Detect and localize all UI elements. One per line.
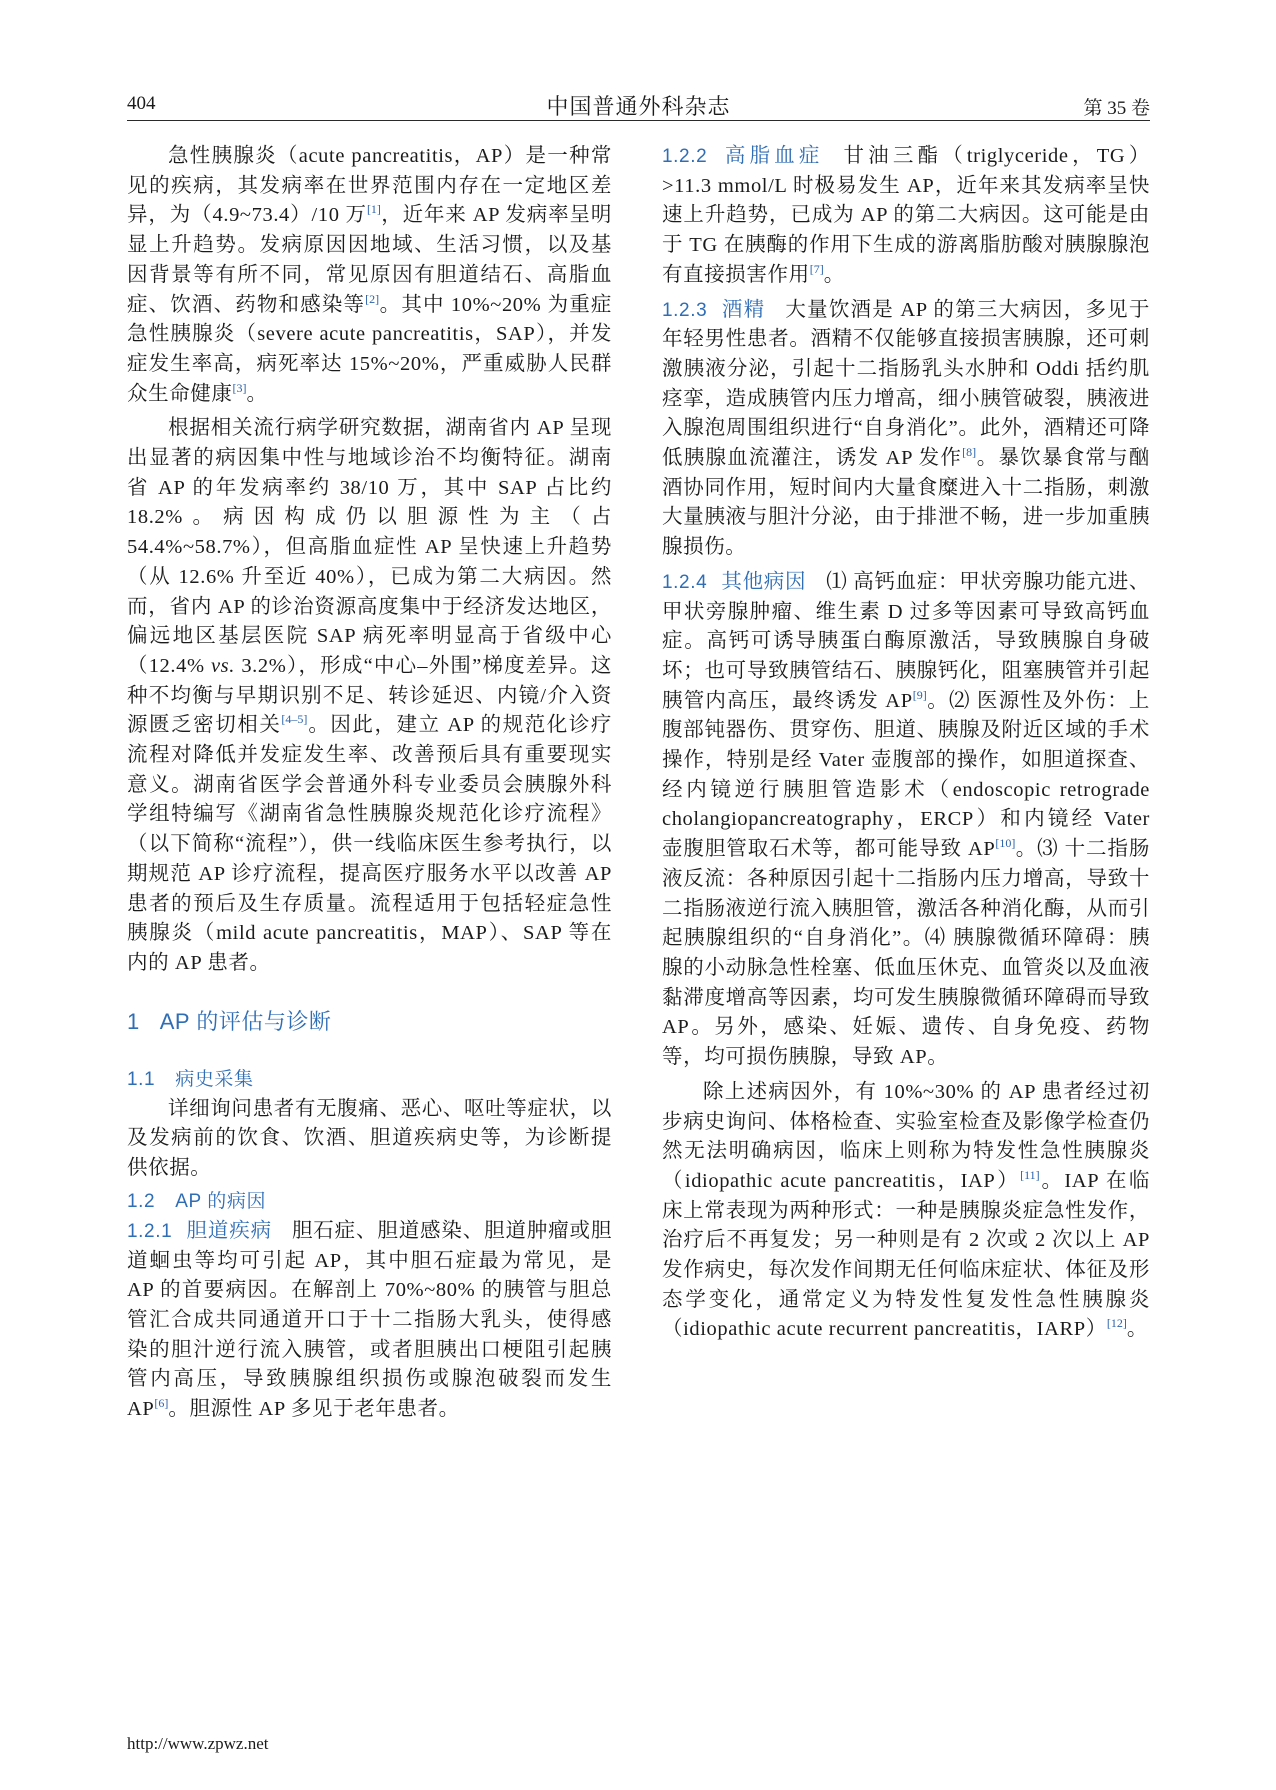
subsubsection-title: 其他病因 bbox=[721, 570, 807, 593]
citation-9: [9] bbox=[912, 687, 927, 702]
subsubsection-title: 胆道疾病 bbox=[186, 1219, 272, 1242]
paragraph-text: 除上述病因外，有 10%~30% 的 AP 患者经过初步病史询问、体格检查、实验室检查及影像学检查仍然无法明确病因，临床上则称为特发性急性胰腺炎（idiopathic acute pancreatitis，IAP） bbox=[662, 1080, 1150, 1192]
paragraph-text: 根据相关流行病学研究数据，湖南省内 AP 呈现出显著的病因集中性与地域诊治不均衡特征。湖南省 AP 的年发病率约 38/10 万，其中 SAP 占比约 18.2%。病因构成仍以胆源性为主（占 54.4%~58.7%），但高脂血症性 AP 呈快速上升趋势（从 12.6% 升至近 40%），已成为第二大病因。然而，省内 AP 的诊治资源高度集中于经济发达地区，偏远地区基层医院 SAP 病死率明显高于省级中心（12.4% bbox=[127, 417, 612, 677]
journal-title: 中国普通外科杂志 bbox=[546, 94, 731, 119]
subsubsection-number: 1.2.3 bbox=[662, 299, 708, 321]
paragraph-text: 。胆源性 AP 多见于老年患者。 bbox=[168, 1398, 460, 1421]
biliary-disease-paragraph bbox=[127, 1217, 612, 1425]
history-paragraph: 详细询问患者有无腹痛、恶心、呕吐等症状，以及发病前的饮食、饮酒、胆道疾病史等，为诊断提供依据。 bbox=[127, 1097, 612, 1180]
citation-12: [12] bbox=[1106, 1316, 1127, 1331]
paragraph-text: 大量饮酒是 AP 的第三大病因，多见于年轻男性患者。酒精不仅能够直接损害胰腺，还可刺激胰液分泌，引起十二指肠乳头水肿和 Oddi 括约肌痉挛，造成胰管内压力增高，细小胰管破裂，胰液进入腺泡周围组织进行“自身消化”。此外，酒精还可降低胰腺血流灌注，诱发 AP 发作 bbox=[662, 298, 1151, 470]
section-number: 1 bbox=[127, 1008, 140, 1034]
citation-2: [2] bbox=[365, 291, 380, 306]
paragraph-text: 。其中 10%~20% 为重症急性胰腺炎（severe acute pancreatitis，SAP），并发症发生率高，病死率达 15%~20%，严重威胁人民群众生命健康 bbox=[127, 293, 612, 405]
intro-paragraph-1 bbox=[127, 142, 612, 409]
citation-11: [11] bbox=[1020, 1168, 1040, 1183]
intro-paragraph-2 bbox=[127, 414, 612, 978]
paragraph-text: 。IAP 在临床上常表现为两种形式：一种是胰腺炎症急性发作，治疗后不再复发；另一种则是有 2 次或 2 次以上 AP 发作病史，每次发作间期无任何临床症状、体征及形态学变化，通常定义为特发性复发性急性胰腺炎（idiopathic acute recurrent pancreatitis，IARP） bbox=[662, 1169, 1150, 1341]
paragraph-text: 。因此，建立 AP 的规范化诊疗流程对降低并发症发生率、改善预后具有重要现实意义。湖南省医学会普通外科专业委员会胰腺外科学组特编写《湖南省急性胰腺炎规范化诊疗流程》（以下简称“流程”），供一线临床医生参考执行，以期规范 AP 诊疗流程，提高医疗服务水平以改善 AP 患者的预后及生存质量。流程适用于包括轻症急性胰腺炎（mild acute pancreatitis，MAP）、SAP 等在内的 AP 患者。 bbox=[127, 714, 613, 974]
right-column bbox=[662, 142, 1150, 1345]
paragraph-text: 胆石症、胆道感染、胆道肿瘤或胆道蛔虫等均可引起 AP，其中胆石症最为常见，是 AP 的首要病因。在解剖上 70%~80% 的胰管与胆总管汇合成共同通道开口于十二指肠大乳头，使得感染的胆汁逆行流入胰管，或者胆胰出口梗阻引起胰管内高压，导致胰腺组织损伤或腺泡破裂而发生 AP bbox=[127, 1219, 612, 1421]
paragraph-text: ⑴ 高钙血症：甲状旁腺功能亢进、甲状旁腺肿瘤、维生素 D 过多等因素可导致高钙血症。高钙可诱导胰蛋白酶原激活，导致胰腺自身破坏；也可导致胰管结石、胰腺钙化，阻塞胰管并引起胰管内高压，最终诱发 AP bbox=[662, 570, 1150, 712]
subsection-heading-1-1 bbox=[127, 1065, 612, 1095]
paragraph-text: 。 bbox=[246, 382, 268, 405]
subsection-title: AP 的病因 bbox=[175, 1190, 267, 1212]
left-column bbox=[127, 142, 612, 1425]
page-number: 404 bbox=[127, 93, 156, 114]
other-causes-paragraph bbox=[662, 568, 1150, 1073]
section-heading-1 bbox=[127, 1007, 612, 1037]
subsubsection-title: 酒精 bbox=[721, 298, 766, 321]
subsubsection-title: 高脂血症 bbox=[721, 145, 824, 167]
paragraph-text: 。 bbox=[1126, 1318, 1148, 1341]
running-header bbox=[127, 90, 1150, 121]
paragraph-text: 。⑶ 十二指肠液反流：各种原因引起十二指肠内压力增高，导致十二指肠液逆行流入胰胆管，激活各种消化酶，从而引起胰腺组织的“自身消化”。⑷ 胰腺微循环障碍：胰腺的小动脉急性栓塞、低血压休克、血管炎以及血液黏滞度增高等因素，均可发生胰腺微循环障碍而导致 AP。另外，感染、妊娠、遗传、自身免疫、药物等，均可损伤胰腺，导致 AP。 bbox=[662, 838, 1151, 1069]
subsection-number: 1.2 bbox=[127, 1190, 156, 1212]
citation-10: [10] bbox=[995, 836, 1016, 851]
subsection-heading-1-2 bbox=[127, 1187, 612, 1217]
paragraph-text: 。暴饮暴食常与酗酒协同作用，短时间内大量食糜进入十二指肠，刺激大量胰液与胆汁分泌，由于排泄不畅，进一步加重胰腺损伤。 bbox=[662, 447, 1150, 559]
citation-7: [7] bbox=[809, 261, 824, 276]
citation-3: [3] bbox=[232, 380, 247, 395]
subsubsection-number: 1.2.1 bbox=[127, 1220, 173, 1242]
citation-8: [8] bbox=[962, 445, 977, 460]
alcohol-paragraph bbox=[662, 296, 1150, 563]
subsubsection-number: 1.2.2 bbox=[662, 146, 708, 167]
subsubsection-number: 1.2.4 bbox=[662, 571, 708, 593]
volume-label: 第 35 卷 bbox=[1083, 98, 1150, 119]
paragraph-text: 甘油三酯（triglyceride，TG）>11.3 mmol/L 时极易发生 AP，近年来其发病率呈快速上升趋势，已成为 AP 的第二大病因。这可能是由于 TG 在胰酶的作用下生成的游离脂肪酸对胰腺腺泡有直接损害作用 bbox=[662, 145, 1150, 286]
citation-1: [1] bbox=[366, 202, 381, 217]
citation-4-5: [4–5] bbox=[281, 712, 308, 727]
paragraph-text: ，近年来 AP 发病率呈明显上升趋势。发病原因因地域、生活习惯，以及基因背景等有所不同，常见原因有胆道结石、高脂血症、饮酒、药物和感染等 bbox=[127, 204, 612, 316]
paragraph-text: 。 bbox=[823, 263, 845, 286]
paragraph-text: 急性胰腺炎（acute pancreatitis，AP）是一种常见的疾病，其发病率在世界范围内存在一定地区差异，为（4.9~73.4）/10 万 bbox=[127, 145, 612, 227]
hyperlipidemia-paragraph bbox=[662, 142, 1150, 291]
citation-6: [6] bbox=[154, 1396, 169, 1411]
versus-abbrev: vs. bbox=[210, 654, 235, 677]
paragraph-text: 。⑵ 医源性及外伤：上腹部钝器伤、贯穿伤、胆道、胰腺及附近区域的手术操作，特别是经 Vater 壶腹部的操作，如胆道探查、经内镜逆行胰胆管造影术（endoscopic retrograde cholangiopancreatography，ERCP）和内镜经 Vater 壶腹胆管取石术等，都可能导致 AP bbox=[662, 689, 1150, 861]
subsection-number: 1.1 bbox=[127, 1068, 156, 1090]
subsection-title: 病史采集 bbox=[175, 1068, 254, 1090]
footer-url: http://www.zpwz.net bbox=[127, 1734, 269, 1753]
section-title: AP 的评估与诊断 bbox=[159, 1008, 332, 1034]
paragraph-text: 3.2%），形成“中心–外围”梯度差异。这种不均衡与早期识别不足、转诊延迟、内镜/介入资源匮乏密切相关 bbox=[127, 654, 612, 737]
idiopathic-paragraph bbox=[662, 1078, 1150, 1345]
